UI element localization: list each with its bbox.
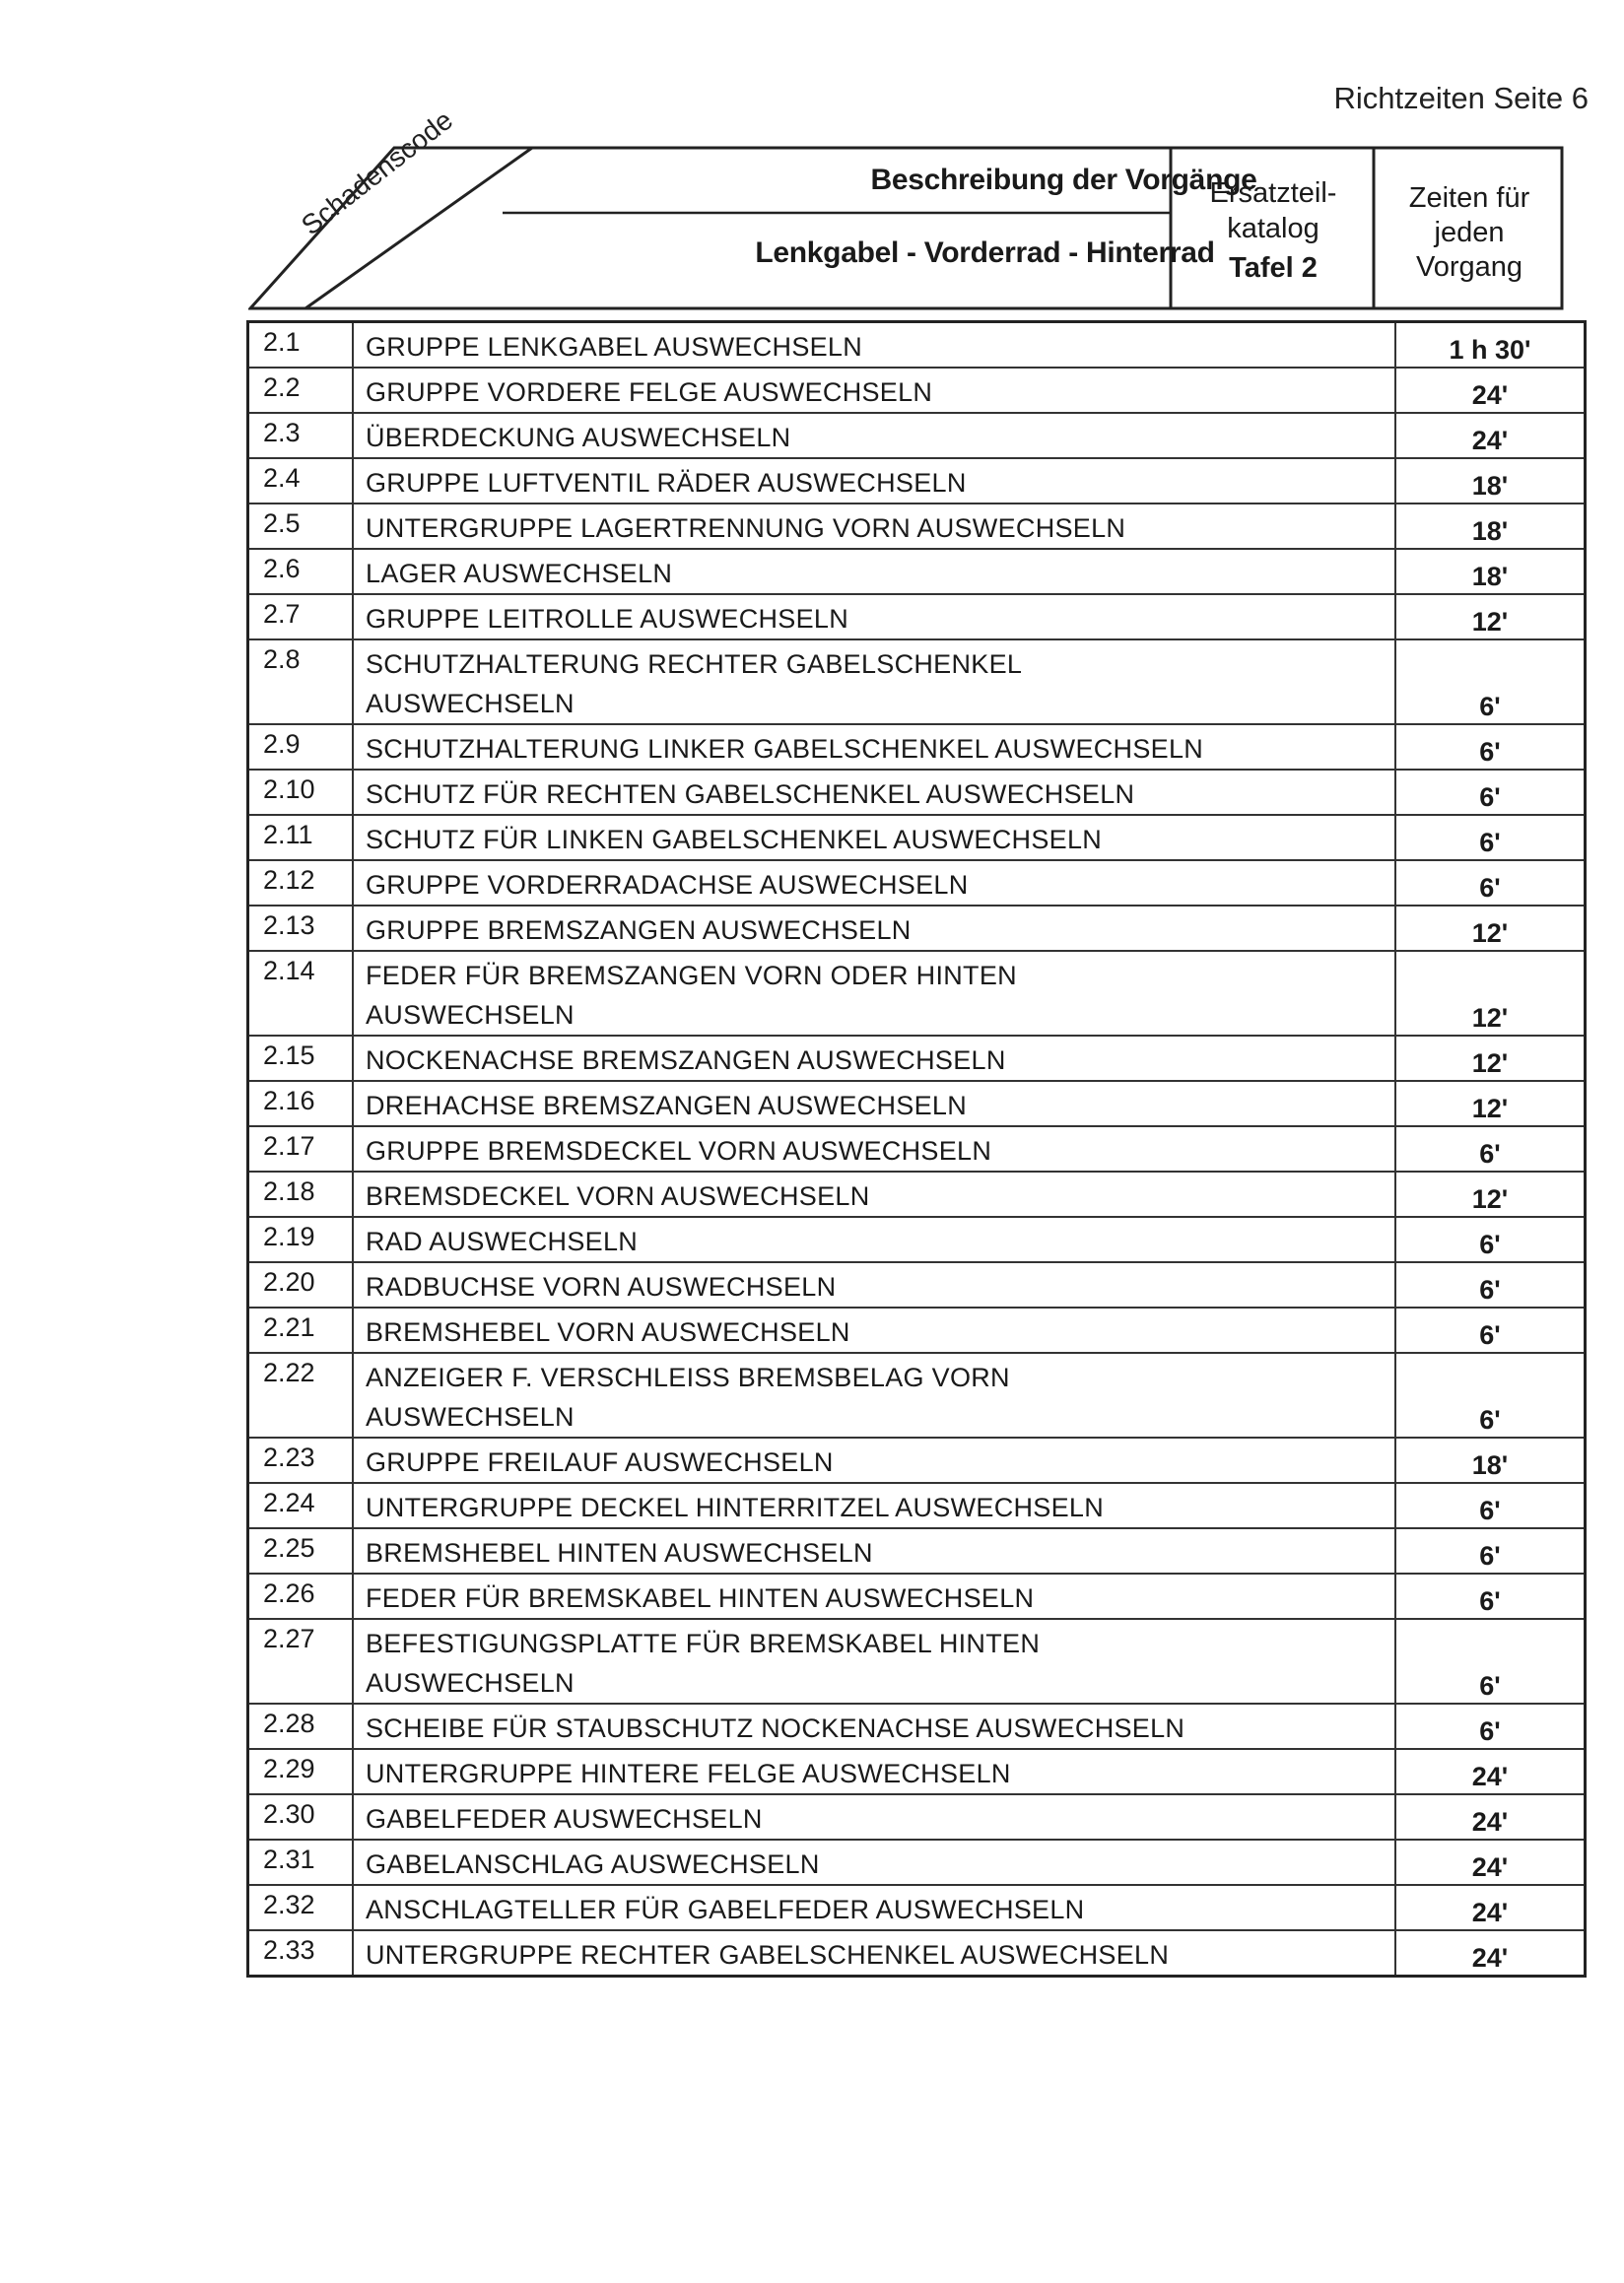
table-row — [248, 594, 1586, 639]
damage-code: 2.9 — [248, 724, 354, 770]
operation-time: 24' — [1395, 1885, 1586, 1930]
operation-time: 6' — [1395, 1353, 1586, 1438]
times-line-1: Zeiten für — [1408, 182, 1530, 214]
table-row — [248, 1353, 1586, 1438]
operation-description-cell — [353, 815, 1395, 860]
operation-description-cell — [353, 458, 1395, 504]
table-row — [248, 549, 1586, 594]
operation-description: BREMSHEBEL HINTEN AUSWECHSELN — [366, 1538, 873, 1568]
operation-time: 24' — [1395, 1840, 1586, 1885]
table-row — [248, 815, 1586, 860]
damage-code: 2.30 — [248, 1794, 354, 1840]
damage-code: 2.29 — [248, 1749, 354, 1794]
damage-code: 2.21 — [248, 1308, 354, 1353]
operation-description-cell — [353, 951, 1395, 1036]
operation-description: GRUPPE BREMSZANGEN AUSWECHSELN — [366, 915, 912, 945]
operation-description: GABELANSCHLAG AUSWECHSELN — [366, 1849, 820, 1879]
schadenscode-label: Schadenscode — [296, 103, 459, 241]
damage-code: 2.4 — [248, 458, 354, 504]
table-row — [248, 1483, 1586, 1528]
operation-description: LAGER AUSWECHSELN — [366, 559, 673, 588]
table-row — [248, 1619, 1586, 1704]
table-row — [248, 322, 1586, 369]
operation-description-cell — [353, 1619, 1395, 1704]
operation-description-cell — [353, 1036, 1395, 1081]
damage-code: 2.14 — [248, 951, 354, 1036]
damage-code: 2.5 — [248, 504, 354, 549]
operation-time: 6' — [1395, 1574, 1586, 1619]
table-row — [248, 1081, 1586, 1126]
operation-description-cell — [353, 368, 1395, 413]
table-row — [248, 724, 1586, 770]
operation-description: BEFESTIGUNGSPLATTE FÜR BREMSKABEL HINTEN AUSWECHSELN — [366, 1629, 1041, 1698]
damage-code: 2.26 — [248, 1574, 354, 1619]
table-row — [248, 860, 1586, 906]
damage-code: 2.17 — [248, 1126, 354, 1172]
times-line-2: jeden — [1434, 217, 1505, 248]
operation-description: SCHUTZHALTERUNG LINKER GABELSCHENKEL AUSWECHSELN — [366, 734, 1204, 764]
operation-time: 6' — [1395, 1126, 1586, 1172]
damage-code: 2.28 — [248, 1704, 354, 1749]
operation-description-cell — [353, 549, 1395, 594]
operation-description: UNTERGRUPPE LAGERTRENNUNG VORN AUSWECHSELN — [366, 513, 1126, 543]
operation-description: UNTERGRUPPE RECHTER GABELSCHENKEL AUSWECHSELN — [366, 1940, 1170, 1970]
operation-time: 6' — [1395, 860, 1586, 906]
table-row — [248, 1036, 1586, 1081]
table-row — [248, 906, 1586, 951]
operations-table-body — [248, 322, 1586, 1977]
damage-code: 2.19 — [248, 1217, 354, 1262]
operation-description-cell — [353, 504, 1395, 549]
operation-time: 24' — [1395, 1930, 1586, 1977]
operation-description-cell — [353, 639, 1395, 724]
damage-code: 2.23 — [248, 1438, 354, 1483]
damage-code: 2.32 — [248, 1885, 354, 1930]
table-row — [248, 1528, 1586, 1574]
operation-description: FEDER FÜR BREMSZANGEN VORN ODER HINTEN AUSWECHSELN — [366, 961, 1017, 1030]
operation-time: 6' — [1395, 1262, 1586, 1308]
table-header — [248, 103, 1565, 313]
operation-description-cell — [353, 1749, 1395, 1794]
operation-description-cell — [353, 1262, 1395, 1308]
operation-description-cell — [353, 1574, 1395, 1619]
table-row — [248, 368, 1586, 413]
operation-description-cell — [353, 322, 1395, 369]
table-row — [248, 1704, 1586, 1749]
table-row — [248, 1262, 1586, 1308]
damage-code: 2.18 — [248, 1172, 354, 1217]
operation-time: 6' — [1395, 1217, 1586, 1262]
operation-description: ÜBERDECKUNG AUSWECHSELN — [366, 423, 791, 452]
operations-table — [246, 320, 1587, 1978]
damage-code: 2.6 — [248, 549, 354, 594]
operation-description-cell — [353, 1704, 1395, 1749]
operation-time: 18' — [1395, 549, 1586, 594]
operation-description-cell — [353, 1930, 1395, 1977]
operation-time: 12' — [1395, 951, 1586, 1036]
times-column-header — [1376, 181, 1563, 285]
operation-time: 6' — [1395, 770, 1586, 815]
operation-description: BREMSDECKEL VORN AUSWECHSELN — [366, 1181, 870, 1211]
operation-description-cell — [353, 1483, 1395, 1528]
damage-code: 2.33 — [248, 1930, 354, 1977]
operation-time: 12' — [1395, 594, 1586, 639]
operation-description-cell — [353, 1217, 1395, 1262]
catalog-line-2: katalog — [1227, 213, 1320, 244]
operation-time: 6' — [1395, 1619, 1586, 1704]
operation-time: 6' — [1395, 1704, 1586, 1749]
operation-description: ANSCHLAGTELLER FÜR GABELFEDER AUSWECHSELN — [366, 1895, 1085, 1924]
table-row — [248, 1885, 1586, 1930]
operation-time: 24' — [1395, 368, 1586, 413]
table-row — [248, 770, 1586, 815]
table-row — [248, 1574, 1586, 1619]
operation-description: RAD AUSWECHSELN — [366, 1227, 639, 1256]
operation-time: 6' — [1395, 724, 1586, 770]
table-row — [248, 504, 1586, 549]
operation-description-cell — [353, 1353, 1395, 1438]
operation-description: UNTERGRUPPE HINTERE FELGE AUSWECHSELN — [366, 1759, 1011, 1788]
operation-time: 18' — [1395, 1438, 1586, 1483]
table-row — [248, 413, 1586, 458]
operation-description: UNTERGRUPPE DECKEL HINTERRITZEL AUSWECHSELN — [366, 1493, 1105, 1522]
operation-time: 6' — [1395, 1308, 1586, 1353]
page-header: Richtzeiten Seite 6 — [1333, 81, 1589, 115]
table-row — [248, 951, 1586, 1036]
operation-description-cell — [353, 860, 1395, 906]
operation-description-cell — [353, 1885, 1395, 1930]
operation-description: ANZEIGER F. VERSCHLEISS BREMSBELAG VORN AUSWECHSELN — [366, 1363, 1010, 1432]
operation-description: SCHUTZ FÜR LINKEN GABELSCHENKEL AUSWECHSELN — [366, 825, 1103, 854]
damage-code: 2.12 — [248, 860, 354, 906]
operation-description: DREHACHSE BREMSZANGEN AUSWECHSELN — [366, 1091, 968, 1120]
operation-description-cell — [353, 906, 1395, 951]
damage-code: 2.2 — [248, 368, 354, 413]
catalog-line-3: Tafel 2 — [1229, 252, 1318, 284]
operation-description-cell — [353, 1438, 1395, 1483]
times-line-3: Vorgang — [1415, 251, 1523, 283]
damage-code: 2.31 — [248, 1840, 354, 1885]
operation-time: 24' — [1395, 1749, 1586, 1794]
damage-code: 2.8 — [248, 639, 354, 724]
damage-code: 2.10 — [248, 770, 354, 815]
operation-description: FEDER FÜR BREMSKABEL HINTEN AUSWECHSELN — [366, 1583, 1035, 1613]
operation-description: SCHEIBE FÜR STAUBSCHUTZ NOCKENACHSE AUSWECHSELN — [366, 1713, 1185, 1743]
operation-time: 12' — [1395, 906, 1586, 951]
table-row — [248, 1930, 1586, 1977]
operation-description: SCHUTZ FÜR RECHTEN GABELSCHENKEL AUSWECHSELN — [366, 779, 1135, 809]
operation-description-cell — [353, 1172, 1395, 1217]
operation-description: GRUPPE BREMSDECKEL VORN AUSWECHSELN — [366, 1136, 992, 1166]
operation-description: SCHUTZHALTERUNG RECHTER GABELSCHENKEL AUSWECHSELN — [366, 649, 1022, 718]
operation-description: RADBUCHSE VORN AUSWECHSELN — [366, 1272, 837, 1302]
operation-description-cell — [353, 1126, 1395, 1172]
table-row — [248, 1794, 1586, 1840]
damage-code: 2.13 — [248, 906, 354, 951]
operation-description-cell — [353, 1794, 1395, 1840]
table-row — [248, 1126, 1586, 1172]
operation-time: 6' — [1395, 1528, 1586, 1574]
operation-description: GRUPPE VORDERE FELGE AUSWECHSELN — [366, 377, 933, 407]
operation-description: GABELFEDER AUSWECHSELN — [366, 1804, 763, 1834]
operation-description-cell — [353, 1081, 1395, 1126]
operation-description-cell — [353, 1308, 1395, 1353]
damage-code: 2.7 — [248, 594, 354, 639]
operation-description-cell — [353, 413, 1395, 458]
header-subtitle: Lenkgabel - Vorderrad - Hinterrad — [755, 236, 1215, 269]
table-row — [248, 1840, 1586, 1885]
operation-time: 6' — [1395, 639, 1586, 724]
operation-description-cell — [353, 594, 1395, 639]
operation-time: 18' — [1395, 504, 1586, 549]
operation-time: 12' — [1395, 1081, 1586, 1126]
table-row — [248, 1438, 1586, 1483]
damage-code: 2.11 — [248, 815, 354, 860]
damage-code: 2.16 — [248, 1081, 354, 1126]
table-row — [248, 639, 1586, 724]
operation-description-cell — [353, 1840, 1395, 1885]
catalog-line-1: Ersatzteil- — [1209, 177, 1337, 209]
damage-code: 2.15 — [248, 1036, 354, 1081]
operation-time: 24' — [1395, 1794, 1586, 1840]
operation-description-cell — [353, 1528, 1395, 1574]
table-row — [248, 458, 1586, 504]
operation-description: BREMSHEBEL VORN AUSWECHSELN — [366, 1317, 850, 1347]
operation-time: 12' — [1395, 1172, 1586, 1217]
header-title: Beschreibung der Vorgänge — [870, 164, 1257, 196]
damage-code: 2.27 — [248, 1619, 354, 1704]
damage-code: 2.1 — [248, 322, 354, 369]
operation-description: GRUPPE FREILAUF AUSWECHSELN — [366, 1447, 834, 1477]
operation-description-cell — [353, 724, 1395, 770]
operation-description: GRUPPE LEITROLLE AUSWECHSELN — [366, 604, 849, 634]
operation-description: GRUPPE VORDERRADACHSE AUSWECHSELN — [366, 870, 969, 900]
damage-code: 2.22 — [248, 1353, 354, 1438]
damage-code: 2.24 — [248, 1483, 354, 1528]
operation-time: 6' — [1395, 815, 1586, 860]
table-row — [248, 1217, 1586, 1262]
damage-code: 2.20 — [248, 1262, 354, 1308]
operation-time: 12' — [1395, 1036, 1586, 1081]
operation-description: NOCKENACHSE BREMSZANGEN AUSWECHSELN — [366, 1045, 1006, 1075]
operation-description: GRUPPE LENKGABEL AUSWECHSELN — [366, 332, 863, 362]
operation-description-cell — [353, 770, 1395, 815]
operation-time: 1 h 30' — [1395, 322, 1586, 369]
catalog-column-header — [1175, 175, 1372, 286]
table-row — [248, 1749, 1586, 1794]
damage-code: 2.25 — [248, 1528, 354, 1574]
operation-time: 6' — [1395, 1483, 1586, 1528]
operation-time: 18' — [1395, 458, 1586, 504]
table-row — [248, 1172, 1586, 1217]
damage-code: 2.3 — [248, 413, 354, 458]
operation-time: 24' — [1395, 413, 1586, 458]
operation-description: GRUPPE LUFTVENTIL RÄDER AUSWECHSELN — [366, 468, 967, 498]
table-row — [248, 1308, 1586, 1353]
